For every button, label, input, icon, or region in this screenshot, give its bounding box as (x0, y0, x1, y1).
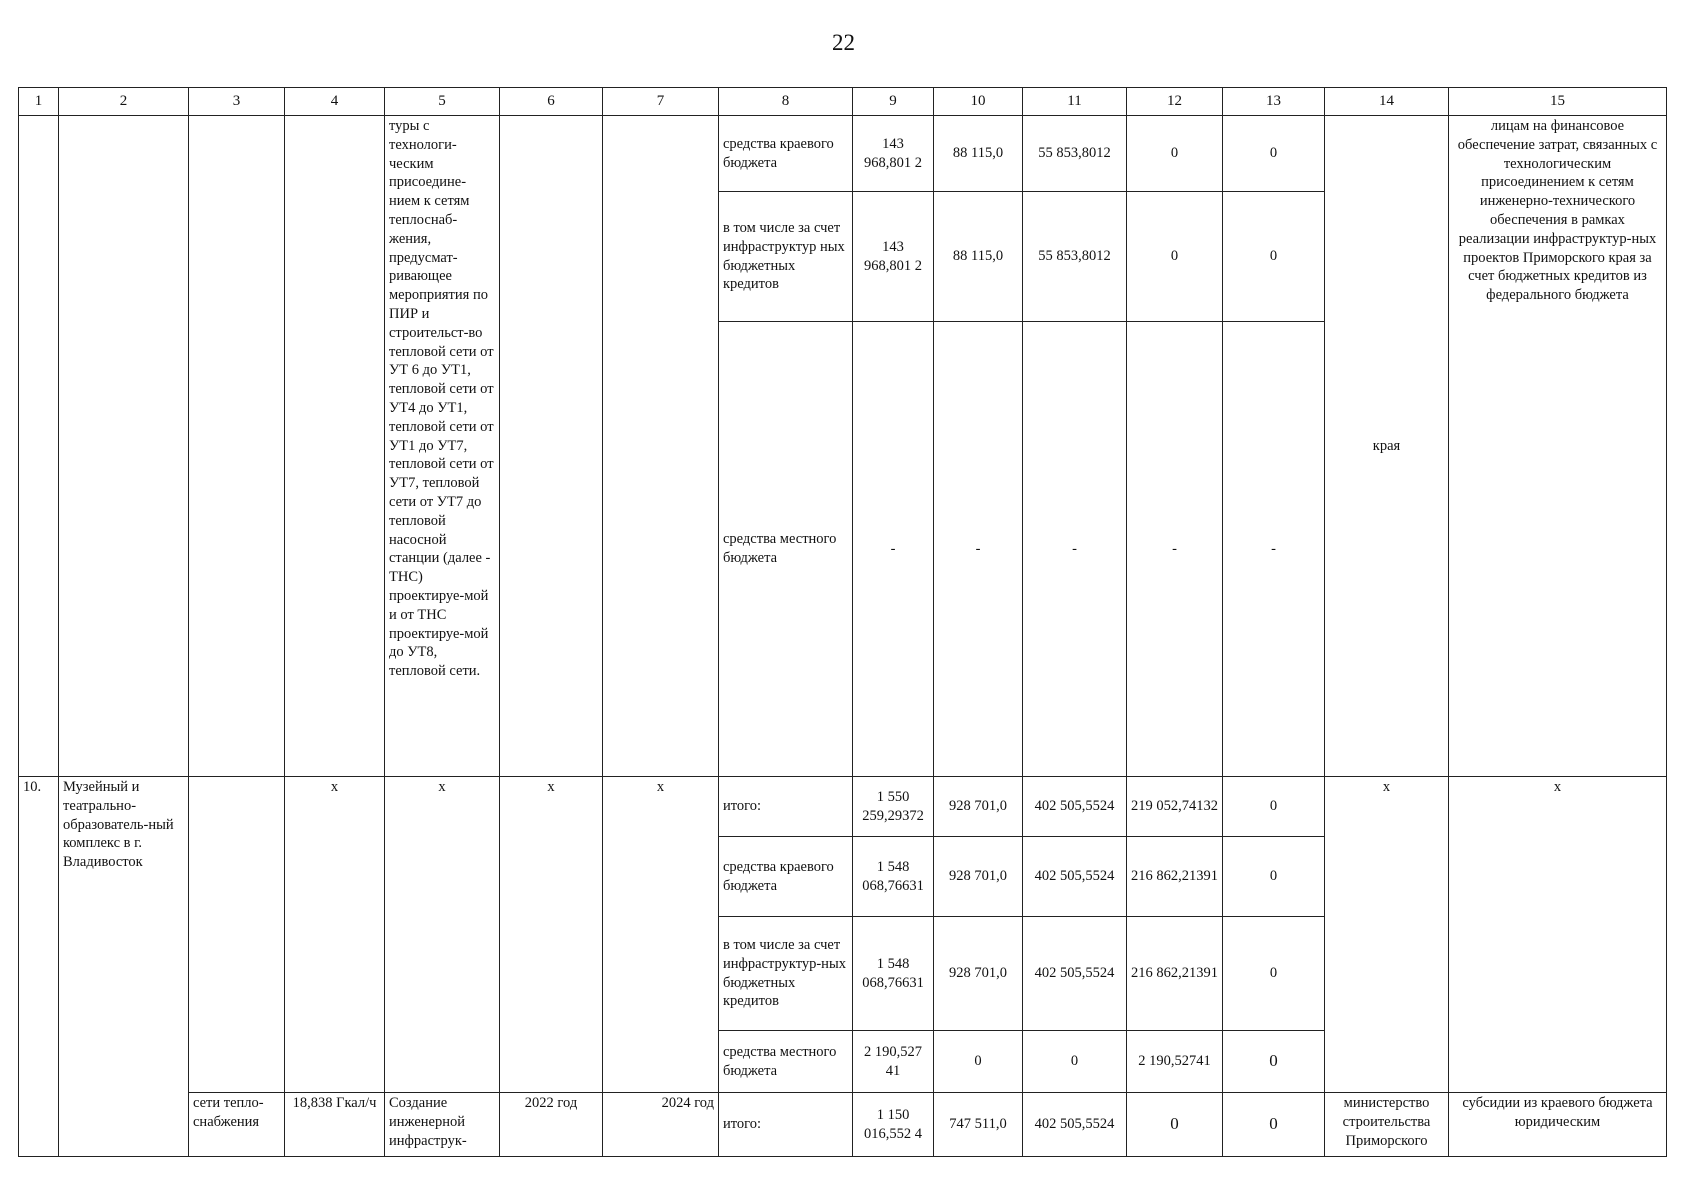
header-cell: 14 (1325, 88, 1449, 116)
cell-responsible: х (1325, 777, 1449, 1093)
cell-total: - (853, 322, 934, 777)
cell-funding-source: средства краевого бюджета (719, 837, 853, 917)
header-cell: 13 (1223, 88, 1325, 116)
header-cell: 5 (385, 88, 500, 116)
cell-year-2023: 55 853,8012 (1023, 116, 1127, 192)
cell-year-2024: 0 (1127, 116, 1223, 192)
cell-year-2024: - (1127, 322, 1223, 777)
cell-year-2022: 747 511,0 (934, 1093, 1023, 1157)
cell-year-2025: 0 (1223, 777, 1325, 837)
header-cell: 8 (719, 88, 853, 116)
cell-funding-source: в том числе за счет инфраструктур ных бюджетных кредитов (719, 192, 853, 322)
cell-total: 143 968,801 2 (853, 192, 934, 322)
cell-responsible: края (1325, 116, 1449, 777)
cell-year-2024: 2 190,52741 (1127, 1031, 1223, 1093)
cell-year-2025: 0 (1223, 917, 1325, 1031)
cell-end-year: х (603, 777, 719, 1093)
cell-funding-source: средства краевого бюджета (719, 116, 853, 192)
cell-purpose: субсидии из краевого бюджета юридическим (1449, 1093, 1667, 1157)
cell-year-2022: 928 701,0 (934, 917, 1023, 1031)
cell-year-2025: 0 (1223, 1093, 1325, 1157)
cell-start-year (500, 116, 603, 777)
table-row (19, 777, 1667, 837)
header-cell: 12 (1127, 88, 1223, 116)
cell-year-2023: - (1023, 322, 1127, 777)
cell-end-year: 2024 год (603, 1093, 719, 1157)
cell-number: 10. (19, 777, 59, 1157)
header-cell: 2 (59, 88, 189, 116)
cell-end-year (603, 116, 719, 777)
cell-capacity: х (285, 777, 385, 1093)
header-cell: 15 (1449, 88, 1667, 116)
cell-year-2023: 402 505,5524 (1023, 1093, 1127, 1157)
cell-year-2024: 216 862,21391 (1127, 837, 1223, 917)
budget-table (18, 87, 1667, 1157)
cell-object (59, 116, 189, 777)
cell-year-2023: 402 505,5524 (1023, 837, 1127, 917)
header-row (19, 88, 1667, 116)
cell-year-2025: - (1223, 322, 1325, 777)
cell-year-2022: 0 (934, 1031, 1023, 1093)
cell-network (189, 116, 285, 777)
cell-description: туры с технологи-ческим присоедине-нием к сетям теплоснаб-жения, предусмат-ривающее мероприятия по ПИР и строительст-во тепловой сети от УТ 6 до УТ1, тепловой сети от УТ4 до УТ1, тепловой сети от УТ1 до УТ7, тепловой сети от УТ7, тепловой сети от УТ7 до тепловой насосной станции (далее - ТНС) проектируе-мой и от ТНС проектируе-мой до УТ8, тепловой сети. (385, 116, 500, 777)
cell-funding-source: итого: (719, 1093, 853, 1157)
page-number: 22 (832, 30, 855, 55)
cell-year-2023: 0 (1023, 1031, 1127, 1093)
table-row (19, 116, 1667, 192)
header-cell: 9 (853, 88, 934, 116)
cell-year-2025: 0 (1223, 192, 1325, 322)
table-row (19, 1093, 1667, 1157)
cell-year-2025: 0 (1223, 837, 1325, 917)
cell-description: х (385, 777, 500, 1093)
header-cell: 7 (603, 88, 719, 116)
cell-year-2025: 0 (1223, 116, 1325, 192)
cell-capacity (285, 116, 385, 777)
cell-network: сети тепло-снабжения (189, 1093, 285, 1157)
cell-capacity: 18,838 Гкал/ч (285, 1093, 385, 1157)
cell-funding-source: средства местного бюджета (719, 322, 853, 777)
cell-year-2024: 216 862,21391 (1127, 917, 1223, 1031)
cell-year-2022: 88 115,0 (934, 116, 1023, 192)
cell-year-2022: - (934, 322, 1023, 777)
cell-number (19, 116, 59, 777)
cell-year-2024: 0 (1127, 192, 1223, 322)
cell-description: Создание инженерной инфраструк- (385, 1093, 500, 1157)
cell-year-2022: 928 701,0 (934, 837, 1023, 917)
cell-object: Музейный и театрально-образователь-ный комплекс в г. Владивосток (59, 777, 189, 1157)
cell-network (189, 777, 285, 1093)
cell-year-2025: 0 (1223, 1031, 1325, 1093)
cell-responsible: министерство строительства Приморского (1325, 1093, 1449, 1157)
header-cell: 4 (285, 88, 385, 116)
header-cell: 6 (500, 88, 603, 116)
cell-purpose: х (1449, 777, 1667, 1093)
header-cell: 11 (1023, 88, 1127, 116)
cell-purpose: лицам на финансовое обеспечение затрат, связанных с технологическим присоединением к сетям инженерно-технического обеспечения в рамках реализации инфраструктур-ных проектов Приморского края за счет бюджетных кредитов из федерального бюджета (1449, 116, 1667, 777)
cell-total: 2 190,527 41 (853, 1031, 934, 1093)
cell-year-2022: 928 701,0 (934, 777, 1023, 837)
cell-funding-source: итого: (719, 777, 853, 837)
cell-total: 1 150 016,552 4 (853, 1093, 934, 1157)
header-cell: 3 (189, 88, 285, 116)
cell-year-2023: 55 853,8012 (1023, 192, 1127, 322)
cell-year-2024: 219 052,74132 (1127, 777, 1223, 837)
cell-total: 1 550 259,29372 (853, 777, 934, 837)
header-cell: 10 (934, 88, 1023, 116)
cell-funding-source: средства местного бюджета (719, 1031, 853, 1093)
cell-start-year: х (500, 777, 603, 1093)
cell-year-2022: 88 115,0 (934, 192, 1023, 322)
cell-total: 1 548 068,76631 (853, 837, 934, 917)
cell-total: 143 968,801 2 (853, 116, 934, 192)
cell-year-2024: 0 (1127, 1093, 1223, 1157)
cell-year-2023: 402 505,5524 (1023, 777, 1127, 837)
cell-year-2023: 402 505,5524 (1023, 917, 1127, 1031)
cell-funding-source: в том числе за счет инфраструктур-ных бюджетных кредитов (719, 917, 853, 1031)
cell-start-year: 2022 год (500, 1093, 603, 1157)
header-cell: 1 (19, 88, 59, 116)
cell-total: 1 548 068,76631 (853, 917, 934, 1031)
